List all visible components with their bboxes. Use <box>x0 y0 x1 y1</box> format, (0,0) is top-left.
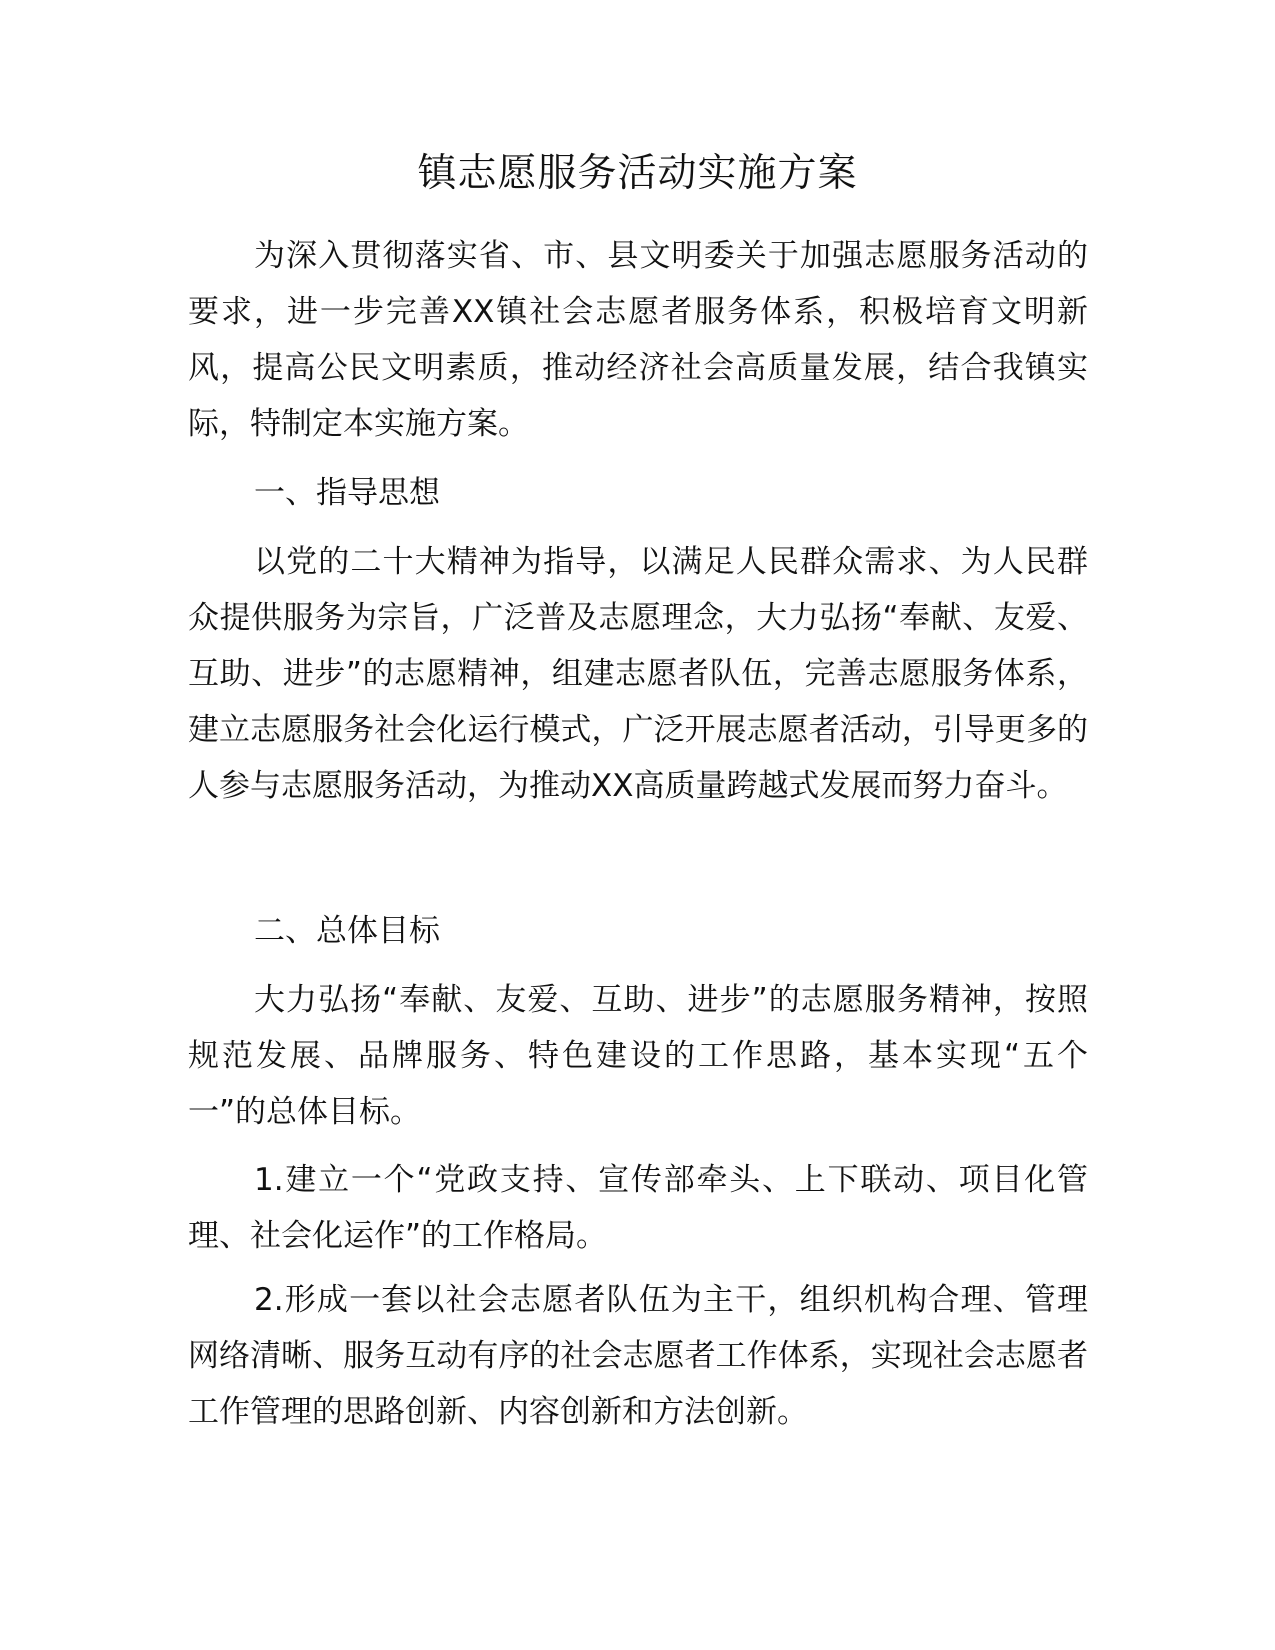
section-heading-overall-goals: 二、总体目标 <box>254 913 440 949</box>
goal-item-2: 2.形成一套以社会志愿者队伍为主干，组织机构合理、管理网络清晰、服务互动有序的社会志愿者工作体系，实现社会志愿者工作管理的思路创新、内容创新和方法创新。 <box>188 1282 1088 1430</box>
intro-paragraph: 为深入贯彻落实省、市、县文明委关于加强志愿服务活动的要求，进一步完善XX镇社会志愿者服务体系，积极培育文明新风，提高公民文明素质，推动经济社会高质量发展，结合我镇实际，特制定本实施方案。 <box>188 238 1088 442</box>
document-title: 镇志愿服务活动实施方案 <box>417 151 858 196</box>
guiding-ideology-paragraph: 以党的二十大精神为指导，以满足人民群众需求、为人民群众提供服务为宗旨，广泛普及志愿理念，大力弘扬“奉献、友爱、互助、进步”的志愿精神，组建志愿者队伍，完善志愿服务体系，建立志愿服务社会化运行模式，广泛开展志愿者活动，引导更多的人参与志愿服务活动，为推动XX高质量跨越式发展而努力奋斗。 <box>188 544 1088 804</box>
goal-item-1: 1.建立一个“党政支持、宣传部牵头、上下联动、项目化管理、社会化运作”的工作格局。 <box>188 1162 1088 1254</box>
section-heading-guiding-ideology: 一、指导思想 <box>254 475 440 511</box>
overall-goals-paragraph: 大力弘扬“奉献、友爱、互助、进步”的志愿服务精神，按照规范发展、品牌服务、特色建设的工作思路，基本实现“五个一”的总体目标。 <box>188 982 1088 1130</box>
